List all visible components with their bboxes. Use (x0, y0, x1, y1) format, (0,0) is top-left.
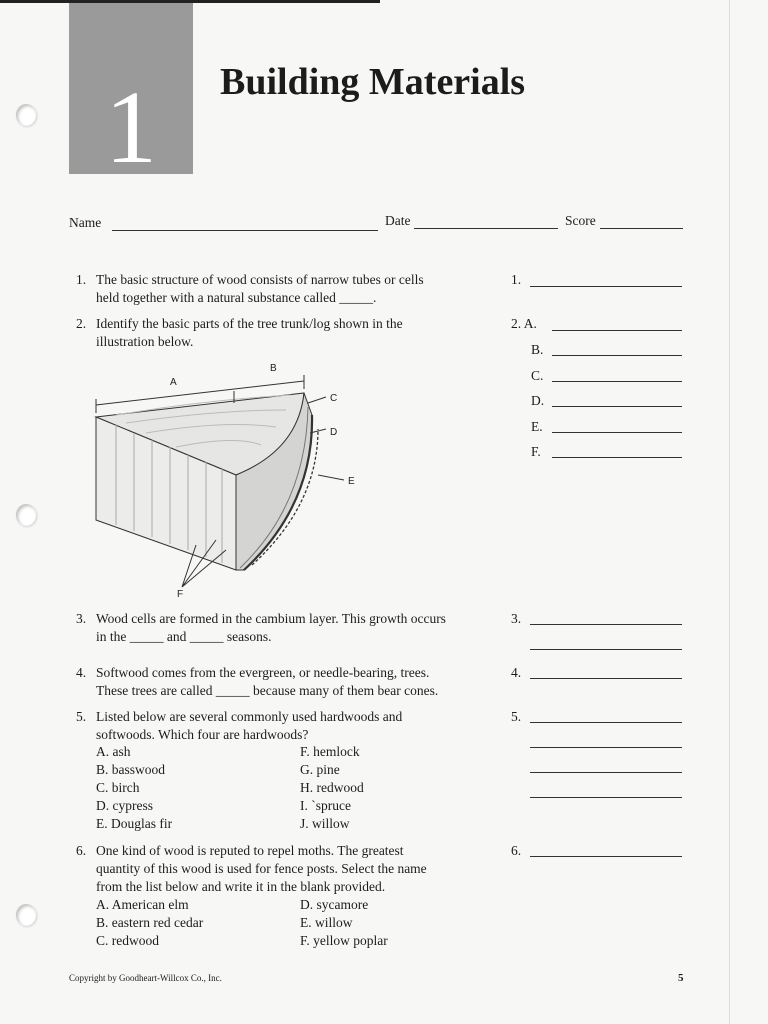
answer-2e-blank[interactable] (552, 432, 682, 433)
question-2: 2. Identify the basic parts of the tree trunk/log shown in the illustration below. (76, 316, 403, 349)
option-5d: D. cypress (96, 798, 153, 813)
answer-1-label: 1. (511, 272, 522, 287)
option-5f: F. hemlock (300, 744, 360, 759)
answer-2d-label: D. (531, 393, 545, 408)
question-4: 4. Softwood comes from the evergreen, or needle-bearing, trees. These trees are called _____ because many of them bear cones. (76, 665, 439, 698)
answer-2f-blank[interactable] (552, 457, 682, 458)
option-5b: B. basswood (96, 762, 166, 777)
answer-2b-label: B. (531, 342, 544, 357)
binder-hole (16, 504, 36, 526)
chapter-box (69, 3, 193, 185)
answer-6-blank[interactable] (530, 856, 682, 857)
answer-3-label: 3. (511, 611, 522, 626)
answer-2a-label: 2. A. (511, 316, 537, 331)
date-field[interactable] (414, 228, 558, 229)
option-5e: E. Douglas fir (96, 816, 173, 831)
binder-hole (16, 904, 36, 926)
answer-2b-blank[interactable] (552, 355, 682, 356)
chapter-number: 1 (105, 70, 157, 185)
option-5i: I. `spruce (300, 798, 351, 813)
answer-5-blank-1[interactable] (530, 722, 682, 723)
diagram-label-f: F (177, 589, 184, 600)
answer-2d-blank[interactable] (552, 406, 682, 407)
answer-2f-label: F. (531, 444, 541, 459)
answer-6-label: 6. (511, 843, 522, 858)
name-field[interactable] (112, 230, 378, 231)
answer-1-blank[interactable] (530, 286, 682, 287)
option-5a: A. ash (96, 744, 131, 759)
option-6b: B. eastern red cedar (96, 915, 204, 930)
option-6e: E. willow (300, 915, 353, 930)
option-6d: D. sycamore (300, 897, 369, 912)
option-5c: C. birch (96, 780, 140, 795)
answer-2a-blank[interactable] (552, 330, 682, 331)
score-field[interactable] (600, 228, 683, 229)
page-edge (729, 0, 730, 1024)
question-3: 3. Wood cells are formed in the cambium layer. This growth occurs in the _____ and _____ seasons. (76, 611, 446, 644)
answer-4-label: 4. (511, 665, 522, 680)
option-6c: C. redwood (96, 933, 159, 948)
answer-5-blank-2[interactable] (530, 747, 682, 748)
answer-4-blank[interactable] (530, 678, 682, 679)
answer-5-blank-4[interactable] (530, 797, 682, 798)
binder-hole (16, 104, 36, 126)
diagram-label-b: B (270, 363, 277, 374)
option-5g: G. pine (300, 762, 340, 777)
score-label: Score (565, 213, 596, 228)
name-label: Name (69, 215, 102, 230)
diagram-label-c: C (330, 393, 338, 404)
option-6f: F. yellow poplar (300, 933, 388, 948)
diagram-label-d: D (330, 427, 338, 438)
question-5: 5. Listed below are several commonly used hardwoods and softwoods. Which four are hardwoods? (76, 709, 403, 742)
answer-3-blank-1[interactable] (530, 624, 682, 625)
answer-5-blank-3[interactable] (530, 772, 682, 773)
option-6a: A. American elm (96, 897, 189, 912)
copyright-notice: Copyright by Goodheart-Willcox Co., Inc. (69, 973, 222, 983)
question-1: 1. The basic structure of wood consists of narrow tubes or cells held together with a natural substance called _____. (76, 272, 424, 305)
answer-2e-label: E. (531, 419, 543, 434)
answer-2c-label: C. (531, 368, 544, 383)
question-6: 6. One kind of wood is reputed to repel moths. The greatest quantity of this wood is used for fence posts. Select the name from the list below and write it in the blank provided. (76, 843, 427, 894)
option-5j: J. willow (300, 816, 350, 831)
option-5h: H. redwood (300, 780, 364, 795)
answer-5-label: 5. (511, 709, 522, 724)
answer-2c-blank[interactable] (552, 381, 682, 382)
diagram-label-e: E (348, 476, 355, 487)
date-label: Date (385, 213, 411, 228)
page-number: 5 (678, 972, 684, 984)
log-cross-section-diagram (86, 355, 376, 600)
answer-3-blank-2[interactable] (530, 649, 682, 650)
diagram-label-a: A (170, 377, 177, 388)
page-title: Building Materials (220, 61, 526, 103)
